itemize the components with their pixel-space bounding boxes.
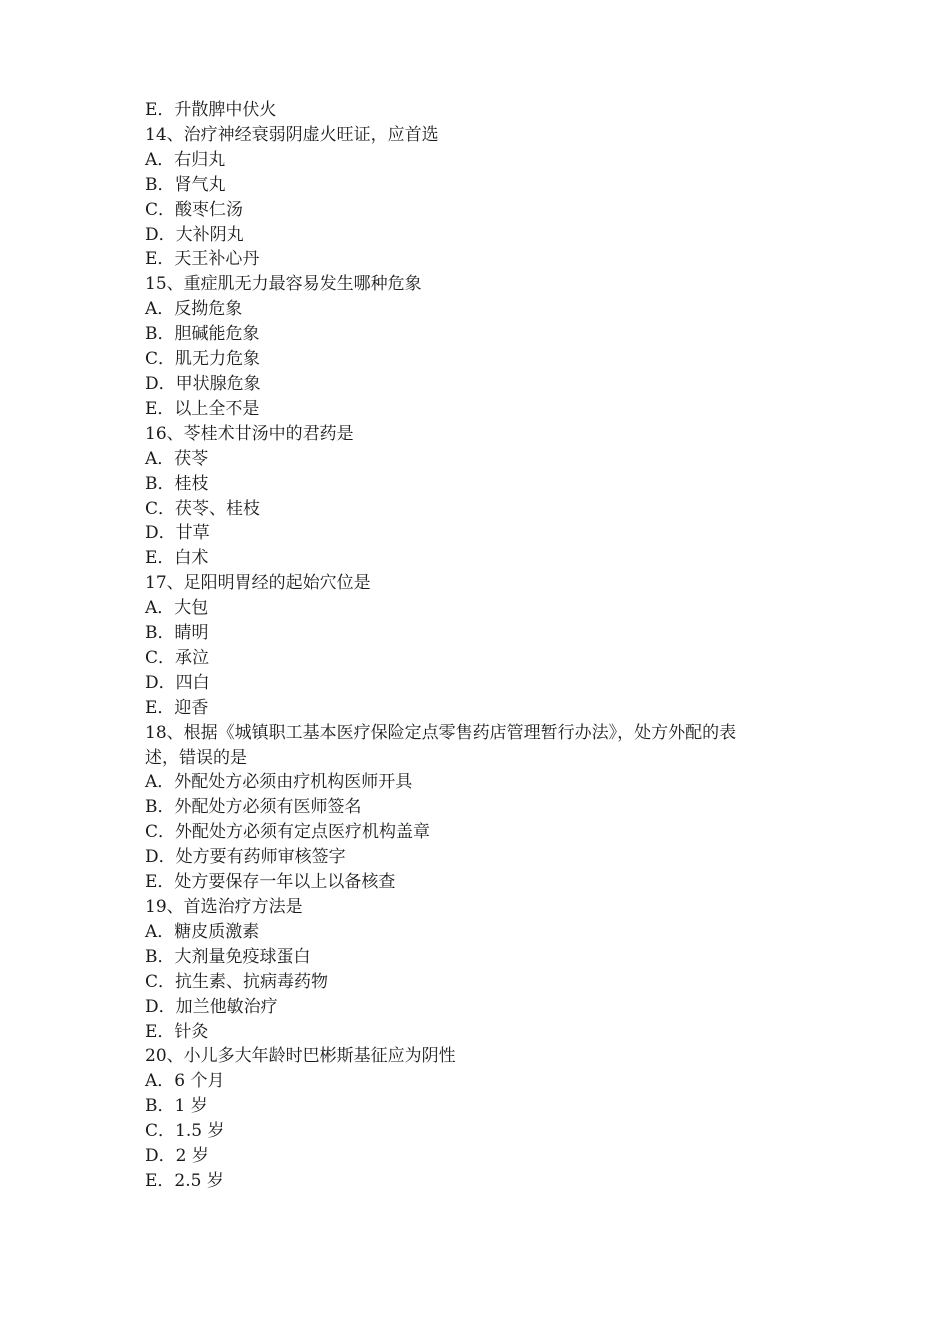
- option-line: E．白术: [145, 548, 209, 569]
- option-line: D．大补阴丸: [145, 224, 244, 245]
- option-line: D．2 岁: [145, 1146, 209, 1167]
- option-line: D．甘草: [145, 523, 210, 544]
- option-line: E．天王补心丹: [145, 249, 260, 270]
- option-line: A．外配处方必须由疗机构医师开具: [145, 772, 413, 793]
- option-line: C．茯苓、桂枝: [145, 498, 261, 519]
- option-line: C．酸枣仁汤: [145, 199, 244, 220]
- option-line: C．承泣: [145, 647, 210, 668]
- option-line: B．外配处方必须有医师签名: [145, 797, 362, 818]
- option-line: C．肌无力危象: [145, 349, 261, 370]
- option-line: A．反拗危象: [145, 299, 243, 320]
- question-line: 述，错误的是: [145, 747, 247, 768]
- option-line: B．大剂量免疫球蛋白: [145, 946, 311, 967]
- question-line: 15、重症肌无力最容易发生哪种危象: [145, 274, 422, 295]
- option-line: A．糖皮质激素: [145, 921, 260, 942]
- option-line: B．1 岁: [145, 1096, 208, 1117]
- question-line: 14、治疗神经衰弱阴虚火旺证，应首选: [145, 124, 439, 145]
- question-line: 18、根据《城镇职工基本医疗保险定点零售药店管理暂行办法》，处方外配的表: [145, 722, 737, 743]
- document-body: [145, 98, 825, 1194]
- option-line: E．以上全不是: [145, 398, 260, 419]
- option-line: E．针灸: [145, 1021, 209, 1042]
- option-line: D．加兰他敏治疗: [145, 996, 278, 1017]
- question-line: 19、首选治疗方法是: [145, 897, 303, 917]
- option-line: E．处方要保存一年以上以备核查: [145, 872, 396, 893]
- option-line: B．桂枝: [145, 473, 209, 494]
- question-line: 20、小儿多大年龄时巴彬斯基征应为阴性: [145, 1046, 456, 1067]
- option-line: B．睛明: [145, 623, 209, 644]
- option-line: B．肾气丸: [145, 174, 226, 195]
- option-line: A．右归丸: [145, 149, 226, 170]
- question-line: 16、苓桂术甘汤中的君药是: [145, 423, 354, 444]
- option-line: C．外配处方必须有定点医疗机构盖章: [145, 822, 431, 843]
- option-line: D．四白: [145, 672, 210, 693]
- option-line: C．抗生素、抗病毒药物: [145, 971, 329, 992]
- option-line: A．大包: [145, 598, 209, 619]
- option-line: D．甲状腺危象: [145, 373, 261, 394]
- option-line: E．迎香: [145, 697, 209, 718]
- option-line: E．升散脾中伏火: [145, 100, 277, 120]
- option-line: A．茯苓: [145, 448, 209, 469]
- option-line: C．1.5 岁: [145, 1121, 225, 1142]
- option-line: D．处方要有药师审核签字: [145, 847, 346, 868]
- option-line: E．2.5 岁: [145, 1170, 224, 1191]
- option-line: A．6 个月: [145, 1071, 225, 1092]
- option-line: B．胆碱能危象: [145, 324, 260, 345]
- question-line: 17、足阳明胃经的起始穴位是: [145, 573, 371, 594]
